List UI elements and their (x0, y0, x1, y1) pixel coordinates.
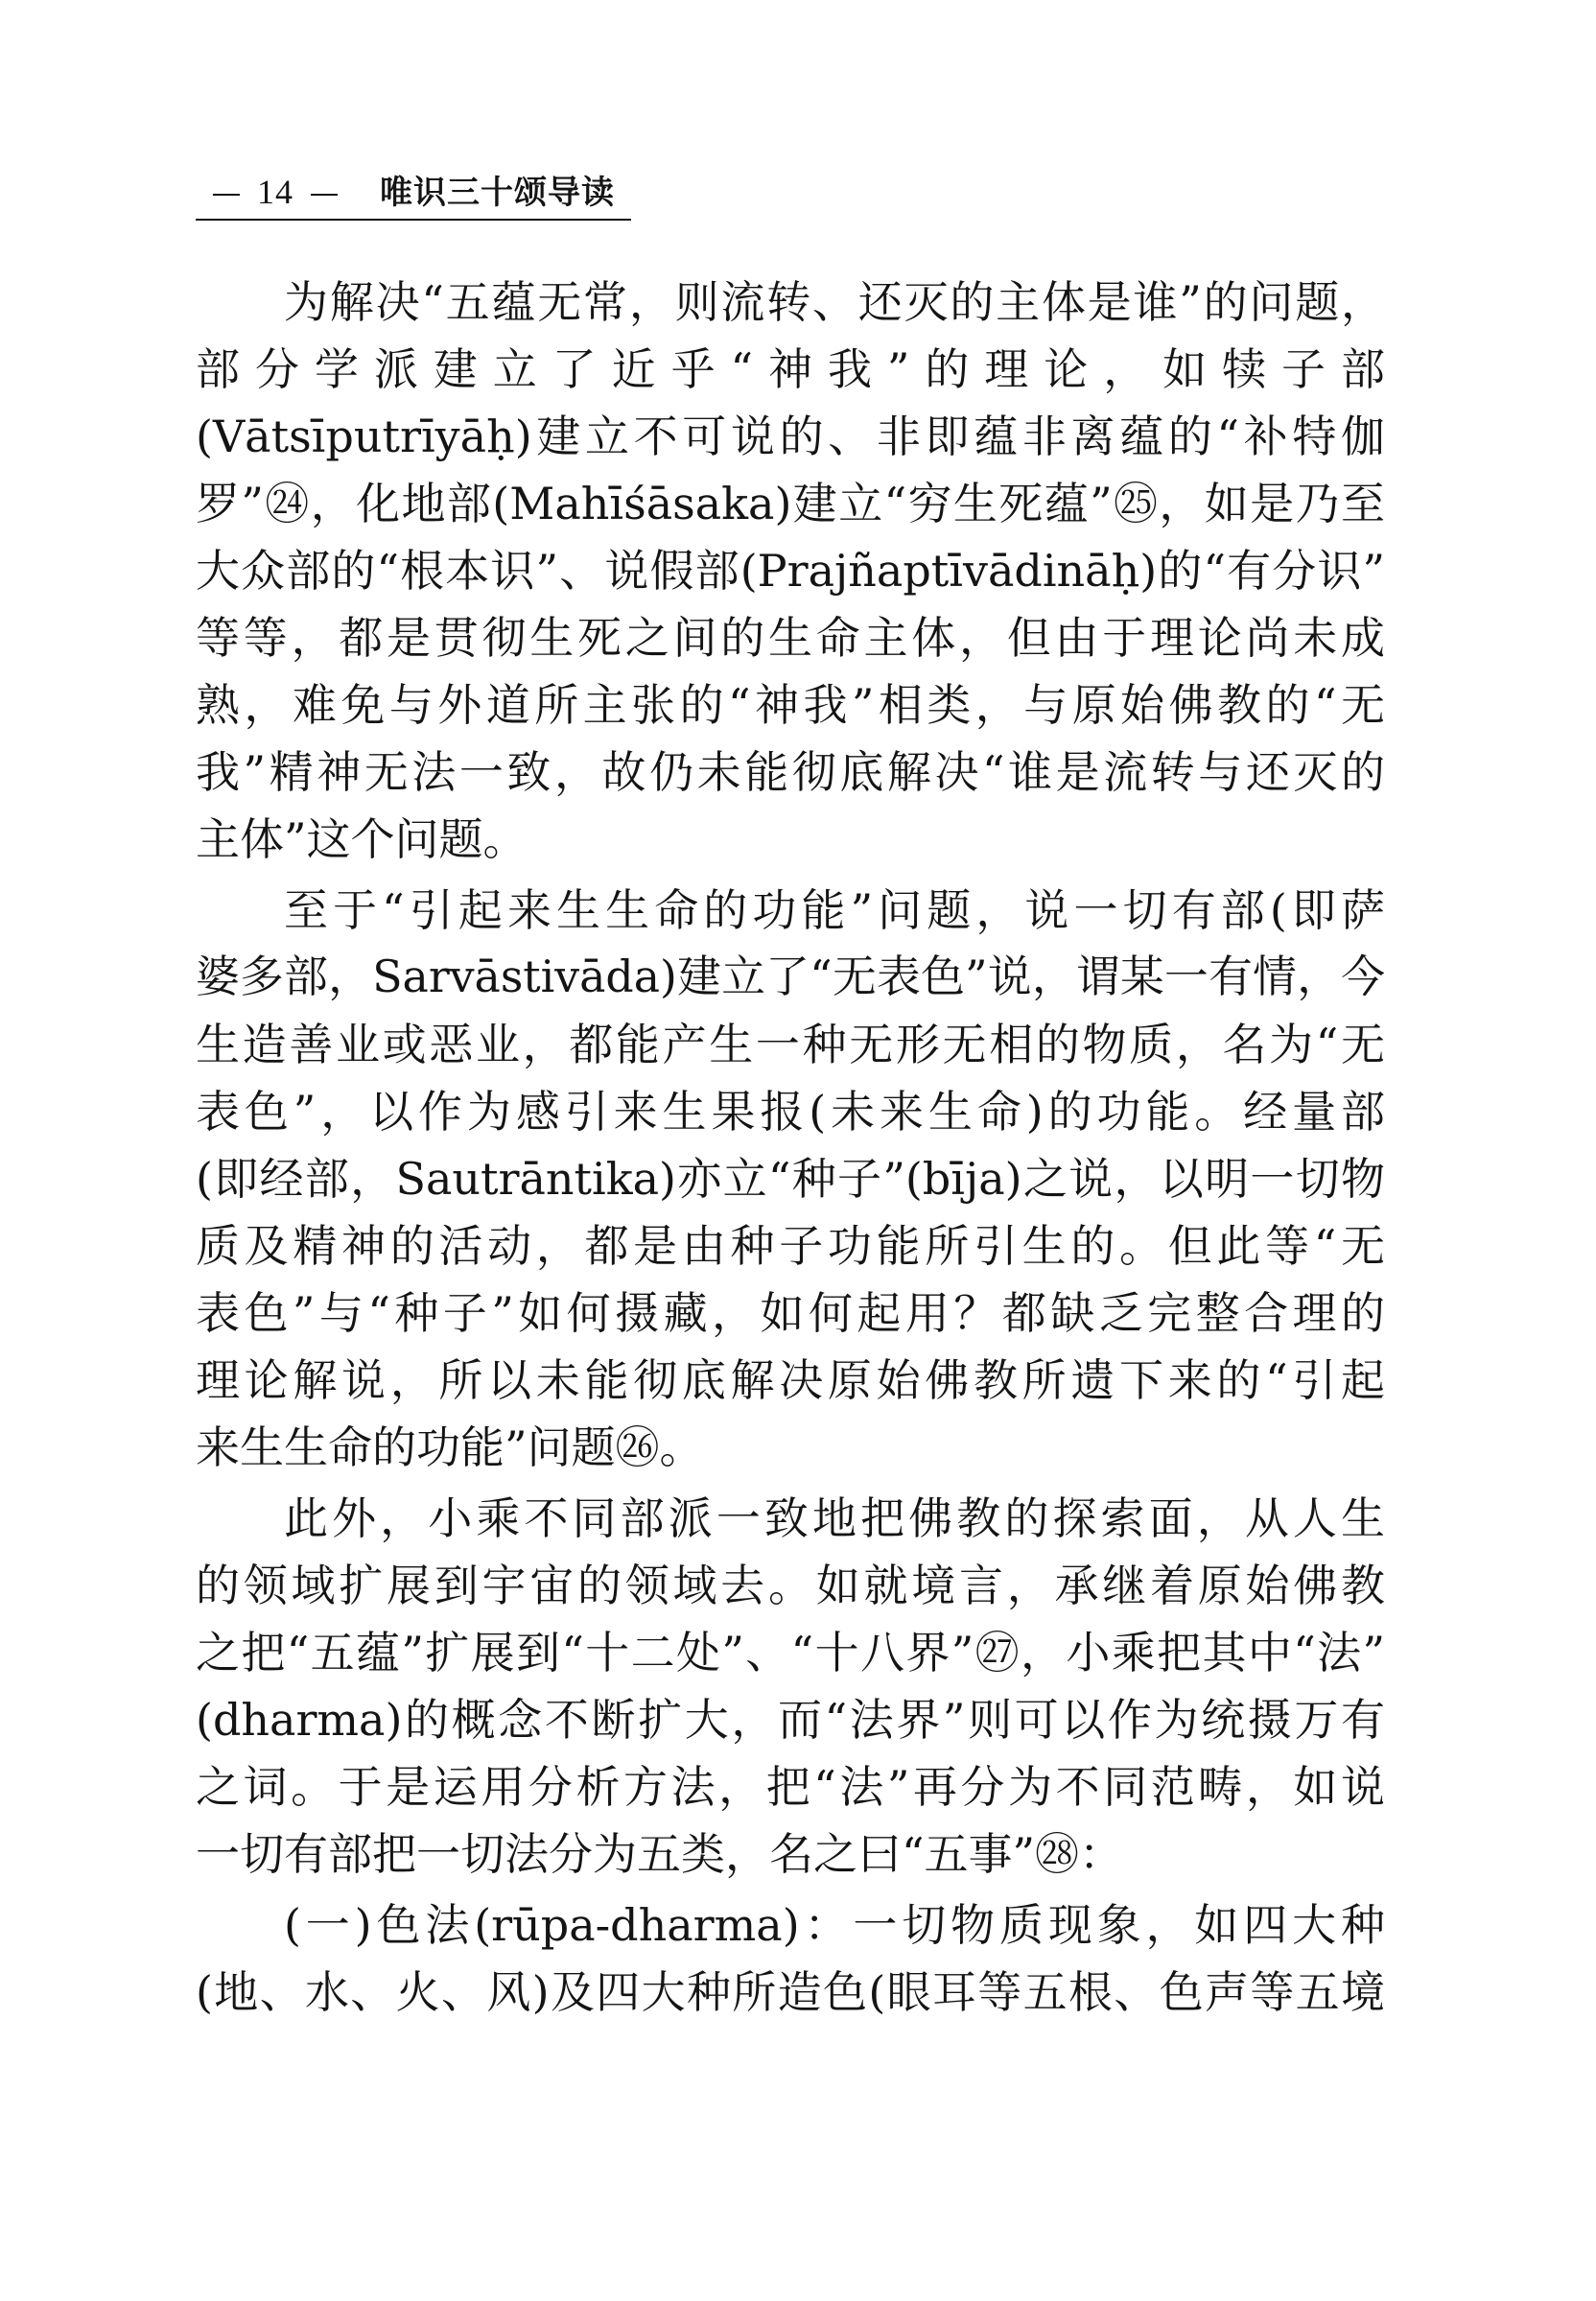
text-line: 我”精神无法一致，故仍未能彻底解决“谁是流转与还灭的 (196, 746, 1385, 798)
text-line: 理论解说，所以未能彻底解决原始佛教所遗下来的“引起 (196, 1354, 1385, 1406)
dash-right (311, 194, 338, 196)
dash-left (213, 194, 240, 196)
text-line: 为解决“五蕴无常，则流转、还灭的主体是谁”的问题， (284, 276, 1385, 328)
running-head (196, 171, 615, 214)
page-number: 14 (257, 173, 293, 211)
text-line: 主体”这个问题。 (196, 813, 528, 865)
text-line: (dharma)的概念不断扩大，而“法界”则可以作为统摄万有 (196, 1694, 1385, 1746)
header-rule (196, 219, 631, 221)
text-line: 的领域扩展到宇宙的领域去。如就境言，承继着原始佛教 (196, 1560, 1385, 1611)
text-line: 大众部的“根本识”、说假部(Prajñaptīvādināḥ)的“有分识” (196, 545, 1385, 597)
text-line: (一)色法(rūpa-dharma)：一切物质现象，如四大种 (284, 1899, 1385, 1951)
text-line: 之词。于是运用分析方法，把“法”再分为不同范畴，如说 (196, 1761, 1385, 1813)
text-line: (即经部，Sautrāntika)亦立“种子”(bīja)之说，以明一切物 (196, 1153, 1385, 1205)
text-line: 一切有部把一切法分为五类，名之曰“五事”㉘： (196, 1828, 1124, 1880)
text-line: 部分学派建立了近乎“神我”的理论，如犊子部 (196, 343, 1385, 395)
text-line: 表色”，以作为感引来生果报(未来生命)的功能。经量部 (196, 1086, 1385, 1138)
text-line: 至于“引起来生生命的功能”问题，说一切有部(即萨 (284, 884, 1385, 936)
text-line: 此外，小乘不同部派一致地把佛教的探索面，从人生 (284, 1492, 1385, 1544)
text-line: (Vātsīputrīyāḥ)建立不可说的、非即蕴非离蕴的“补特伽 (196, 411, 1385, 462)
text-line: 婆多部，Sarvāstivāda)建立了“无表色”说，谓某一有情，今 (196, 951, 1385, 1002)
text-line: 熟，难免与外道所主张的“神我”相类，与原始佛教的“无 (196, 679, 1385, 731)
text-line: (地、水、火、风)及四大种所造色(眼耳等五根、色声等五境 (196, 1966, 1385, 2018)
text-line: 等等，都是贯彻生死之间的生命主体，但由于理论尚未成 (196, 612, 1385, 664)
text-line: 之把“五蕴”扩展到“十二处”、“十八界”㉗，小乘把其中“法” (196, 1627, 1385, 1679)
body-text (196, 269, 1385, 2026)
text-line: 罗”㉔，化地部(Mahīśāsaka)建立“穷生死蕴”㉕，如是乃至 (196, 478, 1385, 529)
text-line: 来生生命的功能”问题㉖。 (196, 1421, 704, 1473)
text-line: 质及精神的活动，都是由种子功能所引生的。但此等“无 (196, 1220, 1385, 1272)
text-line: 表色”与“种子”如何摄藏，如何起用？都缺乏完整合理的 (196, 1287, 1385, 1339)
text-line: 生造善业或恶业，都能产生一种无形无相的物质，名为“无 (196, 1019, 1385, 1070)
book-title: 唯识三十颂导读 (380, 174, 615, 212)
